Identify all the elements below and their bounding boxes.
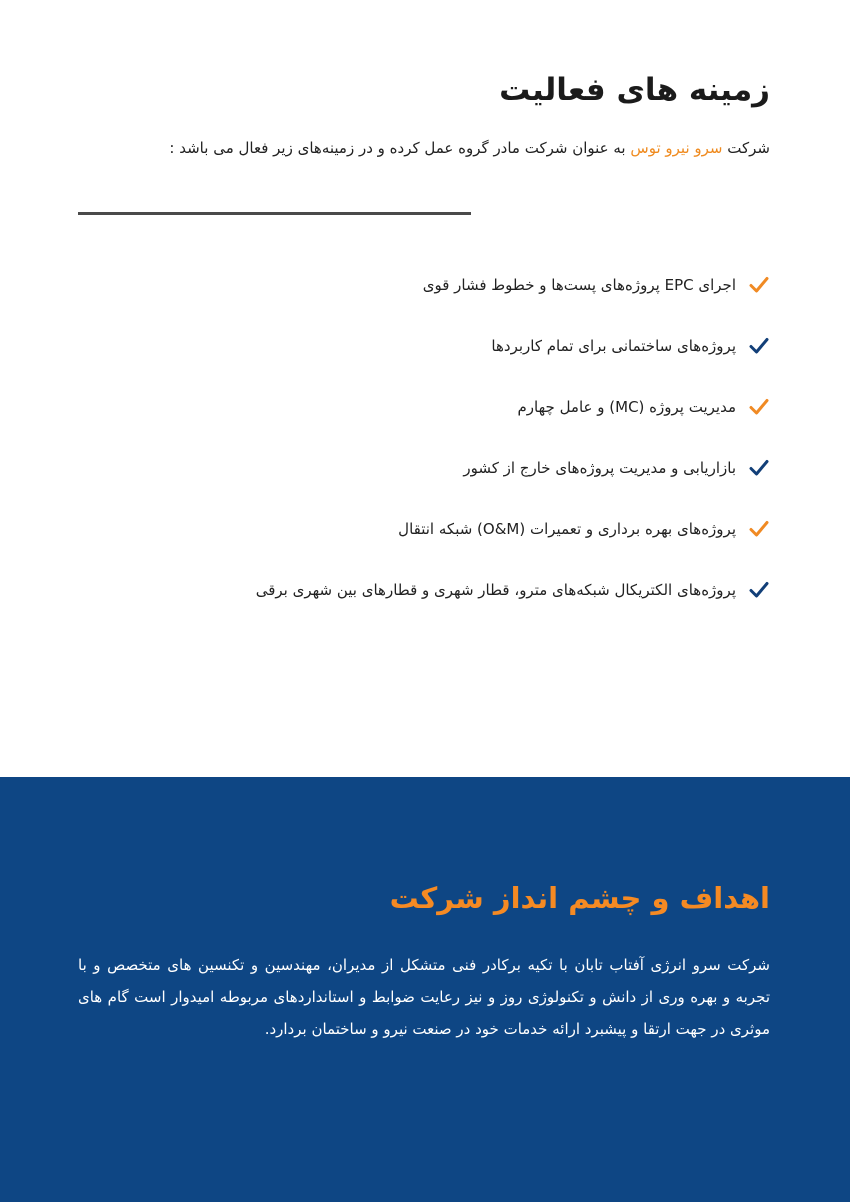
checkmark-icon [748,274,770,296]
list-item [70,266,770,327]
activities-title: زمینه های فعالیت [499,72,770,108]
vision-title: اهداف و چشم انداز شرکت [389,881,770,915]
vision-section [0,777,850,1202]
list-item [70,449,770,510]
activities-list [70,266,770,632]
list-item-label: پروژه‌های بهره برداری و تعمیرات (O&M) شبکه انتقال [398,520,736,538]
list-item-label: مدیریت پروژه (MC) و عامل چهارم [517,398,736,416]
company-name: سرو نیرو توس [630,139,723,157]
divider [78,212,471,215]
list-item-label: پروژه‌های ساختمانی برای تمام کاربردها [491,337,736,355]
checkmark-icon [748,396,770,418]
intro-prefix: شرکت [727,139,770,157]
activities-intro [70,139,770,157]
list-item [70,327,770,388]
list-item [70,510,770,571]
checkmark-icon [748,579,770,601]
list-item [70,388,770,449]
checkmark-icon [748,335,770,357]
vision-body: شرکت سرو انرژی آفتاب تابان با تکیه برکادر فنی متشکل از مدیران، مهندسین و تکنسین های متخصص و با تجربه و بهره وری از دانش و تکنولوژی روز و نیز رعایت ضوابط و استانداردهای مربوطه امیدوار است گام های موثری در جهت ارتقا و پیشبرد ارائه خدمات خود در صنعت نیرو و ساختمان بردارد. [78,956,770,1038]
list-item-label: بازاریابی و مدیریت پروژه‌های خارج از کشور [463,459,736,477]
checkmark-icon [748,457,770,479]
intro-suffix: به عنوان شرکت مادر گروه عمل کرده و در زمینه‌های زیر فعال می باشد : [169,139,626,157]
list-item-label: پروژه‌های الکتریکال شبکه‌های مترو، قطار شهری و قطارهای بین شهری برقی [255,581,736,599]
list-item-label: اجرای EPC پروژه‌های پست‌ها و خطوط فشار قوی [422,276,736,294]
list-item [70,571,770,632]
checkmark-icon [748,518,770,540]
